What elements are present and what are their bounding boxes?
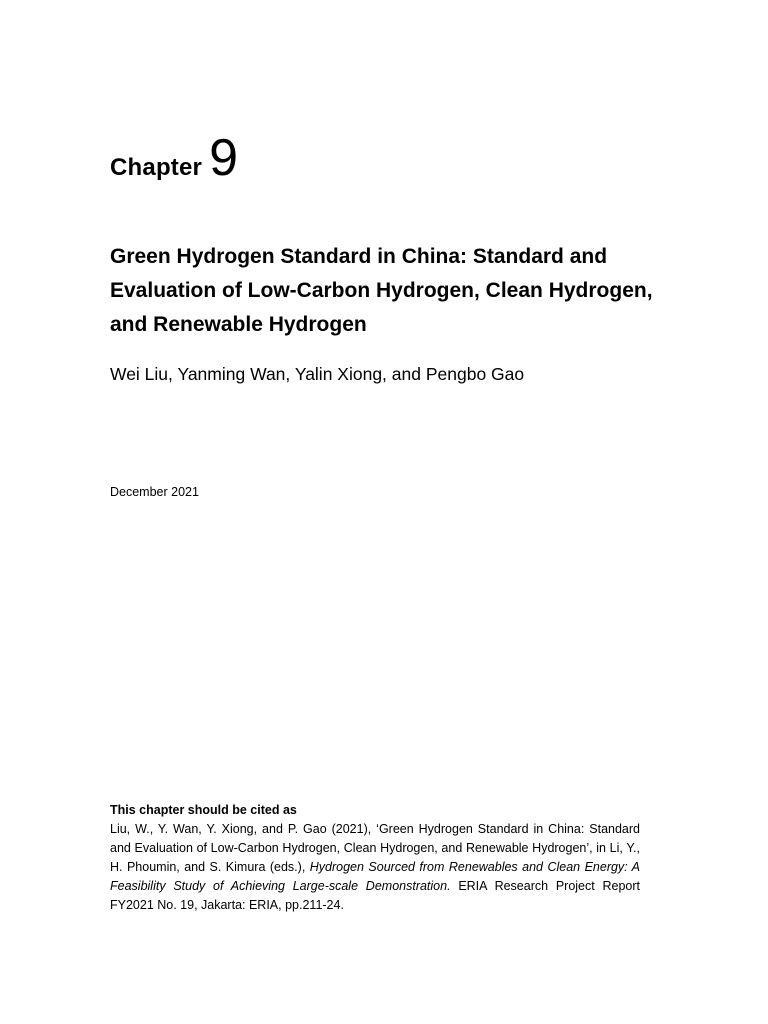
citation-heading: This chapter should be cited as [110, 803, 297, 817]
chapter-number: 9 [209, 129, 239, 187]
citation-text-part2: ERIA Research Project Report FY2021 No. 19, Jakarta: ERIA, pp.211-24. [110, 879, 640, 912]
chapter-label: Chapter [110, 154, 203, 181]
citation-block [110, 801, 640, 915]
publication-date: December 2021 [110, 485, 199, 499]
author-list: Wei Liu, Yanming Wan, Yalin Xiong, and Pengbo Gao [110, 364, 525, 384]
chapter-heading [110, 129, 239, 187]
citation-text-part1: Liu, W., Y. Wan, Y. Xiong, and P. Gao (2021), ‘Green Hydrogen Standard in China: Standard and Evaluation of Low-Carbon Hydrogen, Clean Hydrogen, and Renewable Hydrogen’, in Li, Y., H. Phoumin, and S. Kimura (eds.), [110, 822, 640, 874]
chapter-title: Green Hydrogen Standard in China: Standard and Evaluation of Low-Carbon Hydrogen, Clean Hydrogen, and Renewable Hydrogen [110, 245, 653, 336]
citation-text [110, 820, 640, 915]
citation-book-title: Hydrogen Sourced from Renewables and Clean Energy: A Feasibility Study of Achieving Large-scale Demonstration. [110, 860, 640, 893]
